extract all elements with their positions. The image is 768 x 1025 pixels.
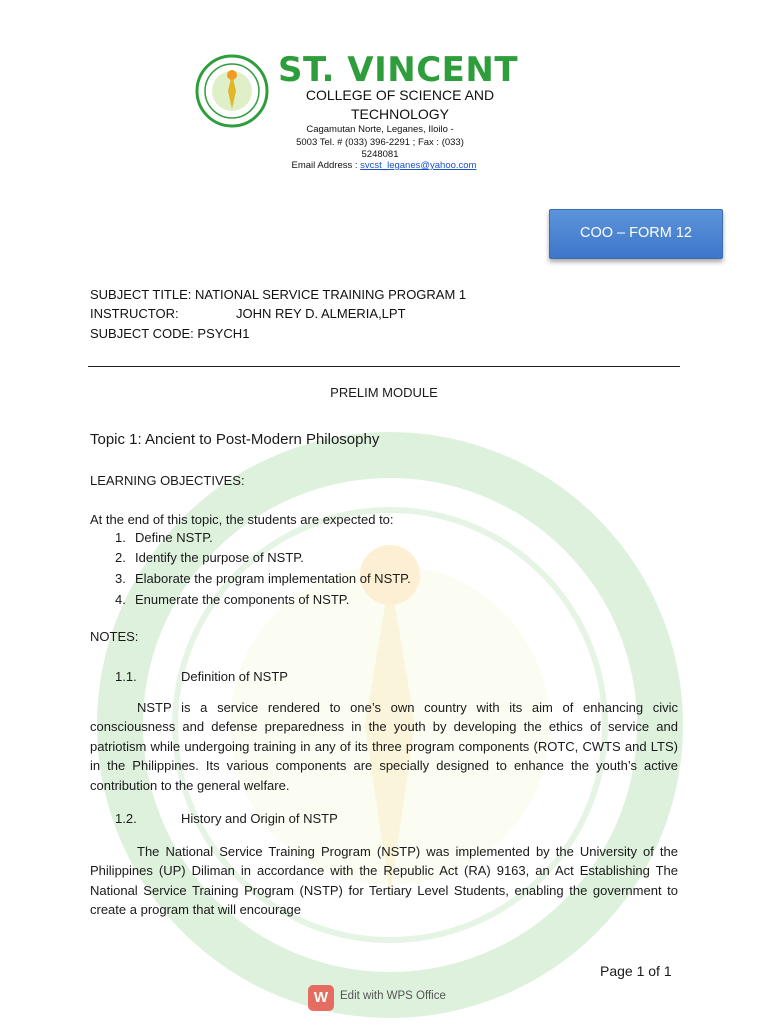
section-title: Definition of NSTP [181,669,288,684]
objective-item [115,530,213,545]
email-link[interactable]: svcst_leganes@yahoo.com [360,160,477,171]
subject-title-row [90,287,466,302]
notes-heading: NOTES: [90,629,139,644]
college-name [300,86,500,124]
objective-text: Enumerate the components of NSTP. [135,592,350,607]
section-body: The National Service Training Program (NSTP) was implemented by the University of the Philippines (UP) Diliman in accordance with the Republic Act (RA) 9163, an Act Establishing The National Service Training Program (NSTP) for Tertiary Level Students, enabling the government to create a program that will encourage [90,844,678,918]
subject-code-label: SUBJECT CODE: [90,326,194,341]
objectives-intro: At the end of this topic, the students are expected to: [90,512,394,527]
objective-number: 3. [115,571,126,586]
objective-item [115,550,304,565]
address-line: 5248081 [361,149,399,160]
college-name-line: TECHNOLOGY [350,106,449,122]
section-heading [115,669,288,684]
email-label: Email Address : [291,160,361,171]
address-line: 5003 Tel. # (033) 396-2291 ; Fax : (033) [296,136,464,148]
objective-number: 4. [115,592,126,607]
subject-code-row [90,326,249,341]
instructor-label: INSTRUCTOR: [90,306,179,321]
form-code-badge: COO – FORM 12 [549,209,723,259]
objective-item [115,592,349,607]
objective-text: Identify the purpose of NSTP. [135,550,304,565]
wps-edit-label: Edit with WPS Office [340,990,446,1002]
wps-logo-icon: W [308,985,334,1011]
college-name-line: COLLEGE OF SCIENCE AND [305,87,495,103]
address-line: Cagamutan Norte, Leganes, Iloilo - [306,124,454,135]
college-brand-name: ST. VINCENT [278,50,519,90]
section-number: 1.2. [115,811,137,826]
module-title: PRELIM MODULE [330,385,438,400]
objectives-heading: LEARNING OBJECTIVES: [90,473,245,488]
email-line [250,160,518,171]
instructor-value: JOHN REY D. ALMERIA,LPT [236,306,406,321]
divider-line [88,366,680,367]
objective-text: Elaborate the program implementation of NSTP. [135,571,411,586]
section-number: 1.1. [115,669,137,684]
objective-text: Define NSTP. [135,530,213,545]
subject-title-label: SUBJECT TITLE: [90,287,192,302]
objective-number: 1. [115,530,126,545]
subject-code-value: PSYCH1 [197,326,250,341]
instructor-row [90,306,490,321]
section-heading [115,811,338,826]
objective-number: 2. [115,550,126,565]
objective-item [115,571,411,586]
page-number: Page 1 of 1 [600,963,672,979]
section-body: NSTP is a service rendered to one’s own country with its aim of enhancing civic consciousness and defense preparedness in the youth by developing the ethics of service and patriotism while undergoing training in any of its three program components (ROTC, CWTS and LTS) in the Philippines. Its various components are specially designed to enhance the youth’s active contribution to the general welfare. [90,700,678,793]
subject-title-value: NATIONAL SERVICE TRAINING PROGRAM 1 [195,287,467,302]
college-address [270,124,490,162]
topic-heading: Topic 1: Ancient to Post-Modern Philosophy [90,431,380,448]
section-title: History and Origin of NSTP [181,811,338,826]
college-logo [195,54,269,128]
